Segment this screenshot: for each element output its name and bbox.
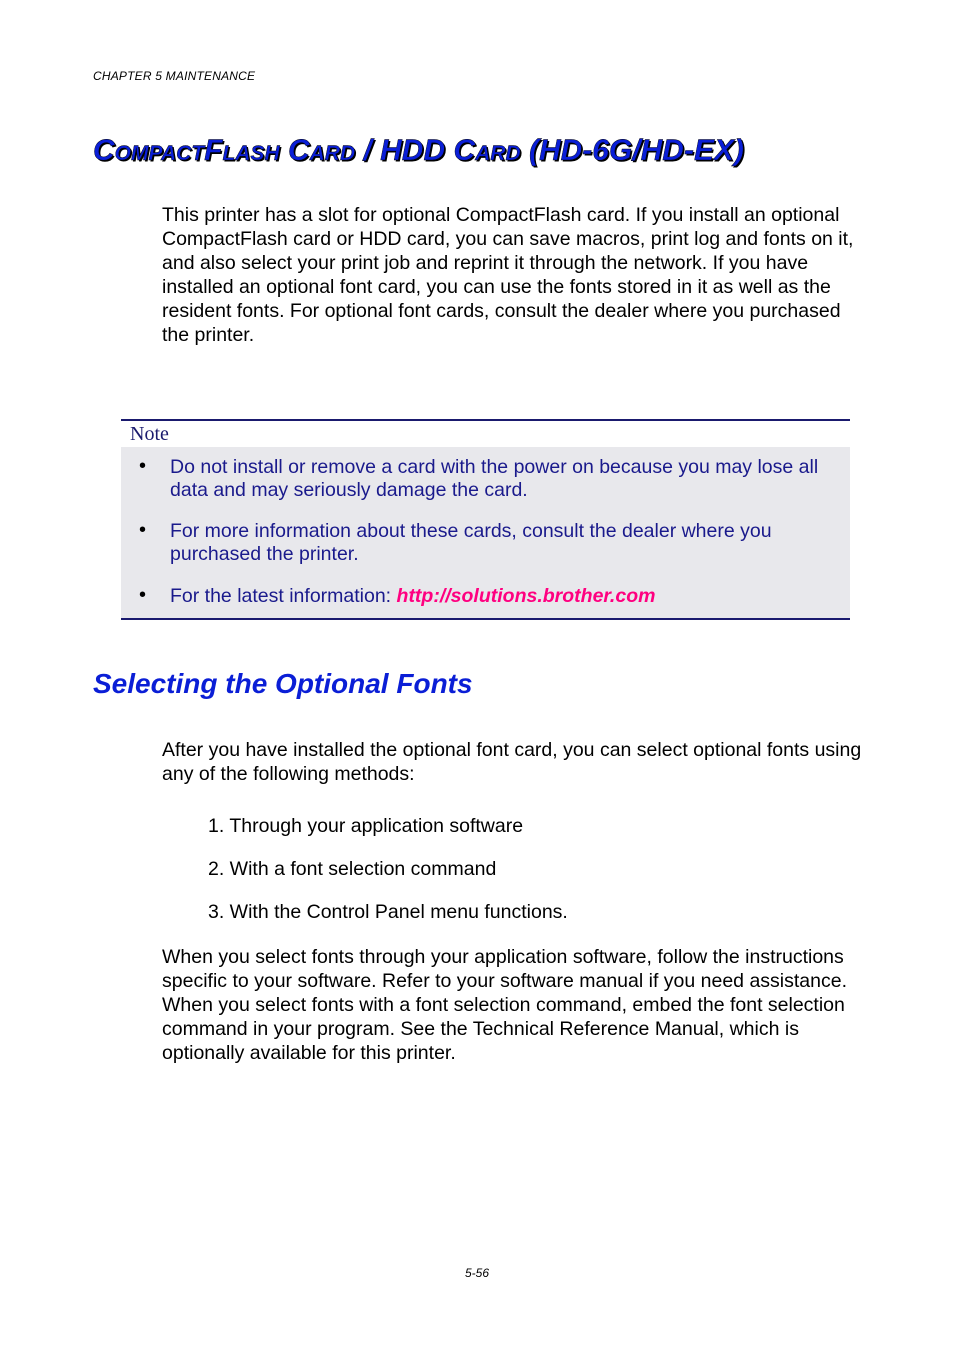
note-item [139,585,839,608]
solutions-link[interactable]: http://solutions.brother.com [396,585,656,607]
subsection-title: Selecting the Optional Fonts [93,668,473,699]
title-part: ARD [475,142,521,165]
section-title [93,134,744,168]
title-part: ARD [309,142,356,165]
method-item: 3. With the Control Panel menu functions. [208,901,568,923]
fonts-intro-paragraph: After you have installed the optional font card, you can select optional fonts using any of the following methods: [162,739,862,785]
title-part: LASH [222,142,280,165]
note-item-text [170,585,839,608]
title-part: F [204,134,223,167]
bullet-icon: • [139,455,147,477]
chapter-header: CHAPTER 5 MAINTENANCE [93,69,256,83]
method-item: 1. Through your application software [208,815,524,837]
fonts-paragraph: When you select fonts through your application software, follow the instructions specific to your software. Refer to your software manual if you need assistance. When you select fonts with a font selection command, embed the font selection command in your program. See the Technical Reference Manual, which is optionally available for this printer. [162,946,847,1064]
page-number: 5-56 [465,1266,490,1280]
intro-paragraph: This printer has a slot for optional CompactFlash card. If you install an optional CompactFlash card or HDD card, you can save macros, print log and fonts on it, and also select your print job and reprint it through the network. If you have installed an optional font card, you can use the fonts stored in it as well as the resident fonts. For optional font cards, consult the dealer where you purchased the printer. [162,204,854,346]
note-item [139,520,839,566]
note-item-text: For more information about these cards, consult the dealer where you purchased the printer. [170,520,772,565]
latest-info-prefix: For the latest information: [170,585,397,607]
note-item-text: Do not install or remove a card with the power on because you may lose all data and may seriously damage the card. [170,456,819,501]
title-part: C [93,134,115,167]
note-label: Note [130,423,169,445]
title-part: (HD-6G/HD-EX) [520,134,744,167]
note-body [121,447,850,618]
note-item [139,456,839,502]
title-part: C [453,134,476,167]
title-part: / HDD [355,134,454,167]
bullet-icon: • [139,519,147,541]
title-part: OMPACT [114,142,205,165]
note-box [121,419,850,620]
method-item: 2. With a font selection command [208,858,497,880]
bullet-icon: • [139,584,147,606]
title-part: C [279,134,310,167]
